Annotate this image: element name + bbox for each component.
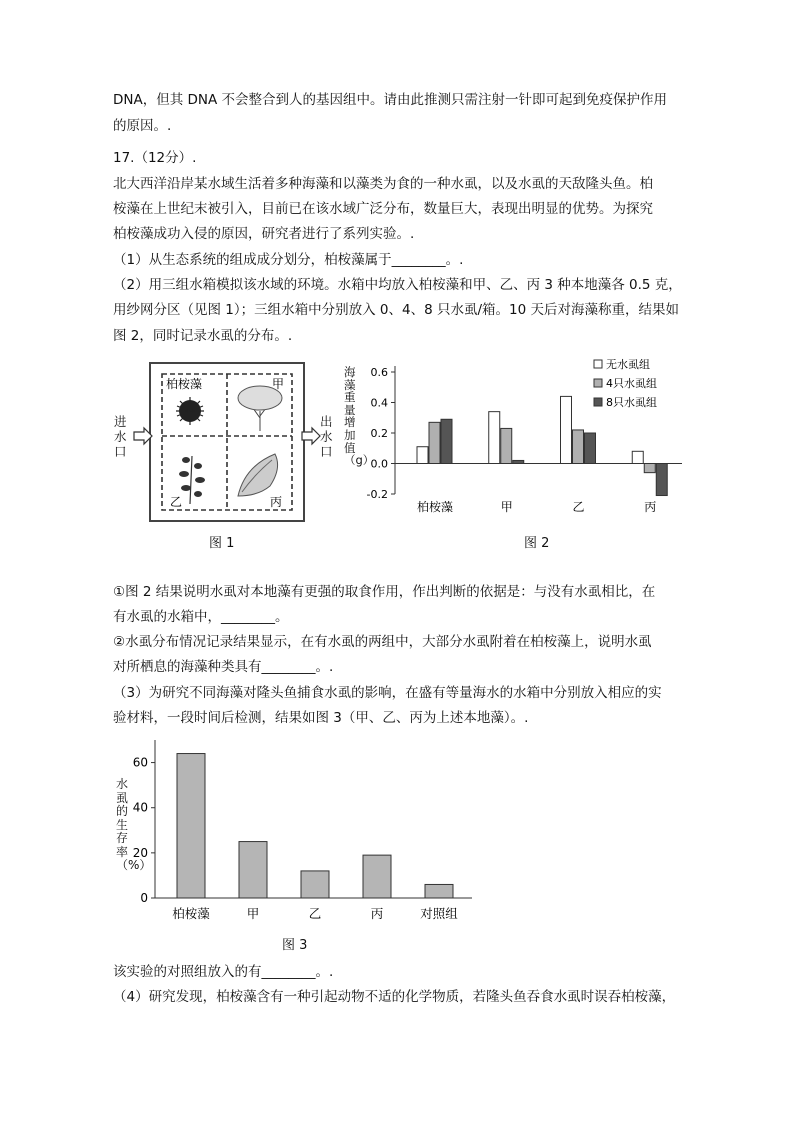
y-tick-label: 0.4 [370,396,388,410]
bar [429,422,440,463]
legend-swatch [594,398,602,406]
x-tick-label: 甲 [246,906,260,921]
x-tick-label: 丙 [644,500,657,514]
label-bing: 丙 [270,495,283,509]
x-tick-label: 甲 [500,500,513,514]
bar [561,396,572,463]
y-tick-label: 0.0 [370,457,388,471]
question-number: 17.（12分）. [113,150,197,166]
bar [656,464,667,496]
x-tick-label: 丙 [370,906,384,921]
paragraph-line: 柏桉藻成功入侵的原因，研究者进行了系列实验。. [113,226,415,242]
y-tick-label: -0.2 [366,488,388,501]
paragraph-line: DNA，但其 DNA 不会整合到人的基因组中。请由此推测只需注射一针即可起到免疫保护作用 [113,92,668,108]
legend-swatch [594,379,602,387]
paragraph-line: 用纱网分区（见图 1）；三组水箱中分别放入 0、4、8 只水虱/箱。10 天后对海藻称重，结果如 [113,302,679,318]
x-tick-label: 柏桉藻 [172,906,210,921]
figure-1-caption: 图 1 [209,536,235,551]
figure-2-ylabel: 海藻重量增加值（g） [344,365,375,468]
paragraph-line: 北大西洋沿岸某水域生活着多种海藻和以藻类为食的一种水虱，以及水虱的天敌隆头鱼。柏 [113,176,653,192]
bar [632,451,643,463]
outlet-text: 出水口 [320,414,333,459]
y-tick-label: 0.2 [370,427,388,440]
bar [513,460,524,463]
bar [644,464,655,473]
bar [417,447,428,464]
paragraph-line: 验材料，一段时间后检测，结果如图 3（甲、乙、丙为上述本地藻）。. [113,710,529,726]
bar [585,433,596,464]
x-tick-label: 乙 [572,500,585,514]
y-tick-label: 20 [132,845,148,860]
legend-label: 无水虱组 [606,358,650,371]
figure-3-ylabel: 水虱的生存率（%） [116,777,152,872]
subquestion-2-1: ①图 2 结果说明水虱对本地藻有更强的取食作用，作出判断的依据是：与没有水虱相比，在 [113,584,656,600]
paragraph-line: 对所栖息的海藻种类具有________。. [113,659,334,675]
y-tick-label: 60 [132,755,148,770]
bar [177,754,205,898]
inlet-text: 进水口 [114,414,127,459]
x-tick-label: 乙 [308,906,322,921]
paragraph-line: 图 2，同时记录水虱的分布。. [113,328,293,344]
paragraph-line: 桉藻在上世纪末被引入，目前已在该水域广泛分布，数量巨大，表现出明显的优势。为探究 [113,201,653,217]
subquestion-3: （3）为研究不同海藻对隆头鱼捕食水虱的影响，在盛有等量海水的水箱中分别放入相应的实 [113,685,662,701]
figure-1 [110,356,350,546]
figure-3-caption: 图 3 [282,938,308,953]
bar [441,419,452,463]
subquestion-2: （2）用三组水箱模拟该水域的环境。水箱中均放入柏桉藻和甲、乙、丙 3 种本地藻各 0.5 克， [113,277,682,293]
legend-label: 4只水虱组 [606,377,657,390]
figure-2-caption: 图 2 [524,536,550,551]
legend-label: 8只水虱组 [606,396,657,409]
label-yi: 乙 [170,495,183,509]
bar [301,871,329,898]
subquestion-1: （1）从生态系统的组成成分划分，柏桉藻属于________。. [113,252,464,268]
subquestion-3-answer: 该实验的对照组放入的有________。. [113,964,334,980]
bar [363,855,391,898]
bar [239,842,267,898]
y-tick-label: 0 [140,891,148,905]
x-tick-label: 对照组 [420,906,458,921]
paragraph-line: 的原因。. [113,118,172,134]
subquestion-4: （4）研究发现，柏桉藻含有一种引起动物不适的化学物质，若隆头鱼吞食水虱时误吞柏桉藻， [113,989,676,1005]
x-tick-label: 柏桉藻 [416,500,454,514]
y-tick-label: 0.6 [370,366,388,379]
y-tick-label: 40 [132,800,148,815]
figure-2-chart [340,352,690,532]
bar [489,412,500,464]
legend-swatch [594,360,602,368]
bai-an-alga-sketch [176,397,204,425]
label-bai-an-zao: 柏桉藻 [166,377,203,391]
label-jia: 甲 [272,377,285,391]
paragraph-line: 有水虱的水箱中，________。 [113,609,289,625]
bar [425,884,453,898]
bar [501,428,512,463]
bar [573,430,584,464]
subquestion-2-2: ②水虱分布情况记录结果显示，在有水虱的两组中，大部分水虱附着在柏桉藻上，说明水虱 [113,634,652,650]
figure-3-chart [110,732,480,932]
